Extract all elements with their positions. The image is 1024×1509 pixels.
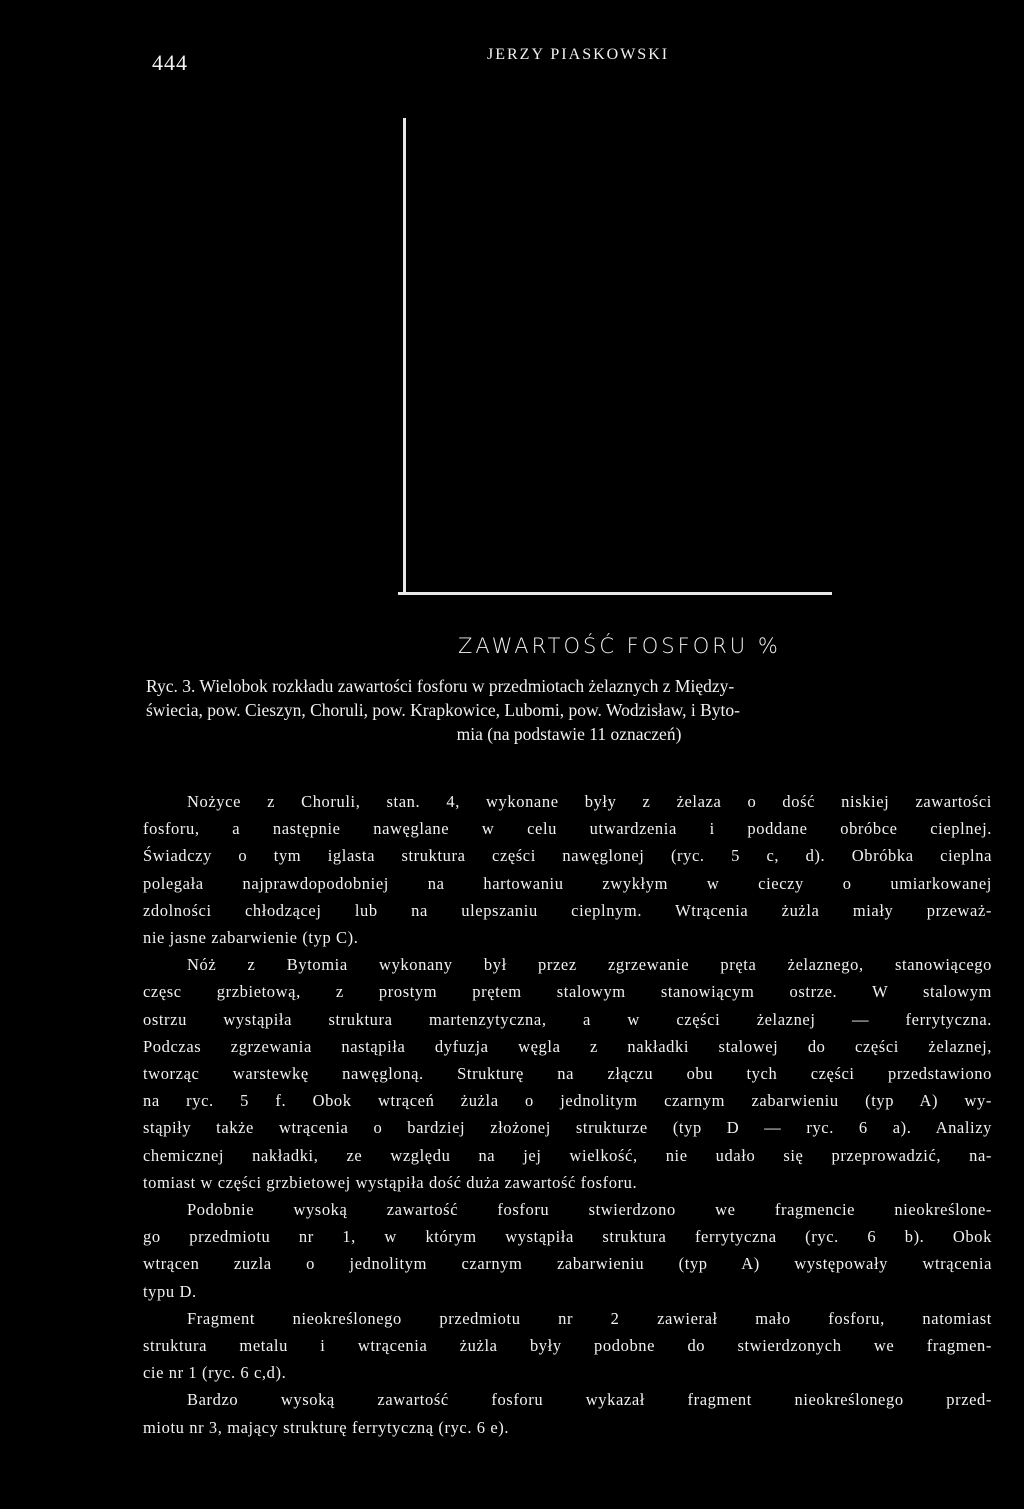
figure-polygon-chart	[398, 118, 834, 598]
text-line: zdolności chłodzącej lub na ulepszaniu cieplnym. Wtrącenia żużla miały przeważ-	[143, 900, 992, 920]
paragraph-fragment-1	[143, 1196, 992, 1305]
paragraph-fragment-2	[143, 1305, 992, 1387]
x-axis-label: ZAWARTOŚĆ FOSFORU %	[458, 634, 781, 658]
text-line: cie nr 1 (ryc. 6 c,d).	[143, 1363, 287, 1383]
text-line: Podczas zgrzewania nastąpiła dyfuzja węgla z nakładki stalowej do części żelaznej,	[143, 1036, 992, 1056]
text-line: Fragment nieokreślonego przedmiotu nr 2 zawierał mało fosforu, natomiast	[187, 1308, 992, 1328]
text-line: polegała najprawdopodobniej na hartowaniu zwykłym w cieczy o umiarkowanej	[143, 873, 992, 893]
page-number: 444	[152, 50, 188, 75]
figure-caption	[146, 674, 992, 746]
text-line: stąpiły także wtrącenia o bardziej złożonej strukturze (typ D — ryc. 6 a). Analizy	[143, 1118, 992, 1138]
text-line: wtrącen zuzla o jednolitym czarnym zabarwieniu (typ A) występowały wtrącenia	[143, 1254, 992, 1274]
text-line: nie jasne zabarwienie (typ C).	[143, 928, 359, 948]
text-line: tworząc warstewkę nawęgloną. Strukturę na złączu obu tych części przedstawiono	[143, 1064, 992, 1084]
caption-line: świecia, pow. Cieszyn, Choruli, pow. Krapkowice, Lubomi, pow. Wodzisław, i Byto-	[146, 700, 740, 720]
text-line: Bardzo wysoką zawartość fosforu wykazał fragment nieokreślonego przed-	[187, 1390, 992, 1410]
text-line: tomiast w części grzbietowej wystąpiła dość duża zawartość fosforu.	[143, 1172, 638, 1192]
text-line: chemicznej nakładki, ze względu na jej wielkość, nie udało się przeprowadzić, na-	[143, 1145, 992, 1165]
caption-line: Ryc. 3. Wielobok rozkładu zawartości fosforu w przedmiotach żelaznych z Między-	[146, 676, 735, 696]
text-line: Nóż z Bytomia wykonany był przez zgrzewanie pręta żelaznego, stanowiącego	[187, 955, 992, 975]
text-line: częsc grzbietową, z prostym prętem stalowym stanowiącym ostrze. W stalowym	[143, 982, 992, 1002]
text-line: struktura metalu i wtrącenia żużla były podobne do stwierdzonych we fragmen-	[143, 1336, 992, 1356]
text-line: na ryc. 5 f. Obok wtrąceń żużla o jednolitym czarnym zabarwieniu (typ A) wy-	[143, 1091, 992, 1111]
text-line: typu D.	[143, 1281, 197, 1301]
text-line: Świadczy o tym iglasta struktura części nawęglonej (ryc. 5 c, d). Obróbka cieplna	[143, 846, 992, 866]
paragraph-nozyce	[143, 788, 992, 951]
paragraph-fragment-3	[143, 1386, 992, 1440]
text-line: miotu nr 3, mający strukturę ferrytyczną (ryc. 6 e).	[143, 1417, 510, 1437]
text-line: go przedmiotu nr 1, w którym wystąpiła struktura ferrytyczna (ryc. 6 b). Obok	[143, 1227, 992, 1247]
text-line: Nożyce z Choruli, stan. 4, wykonane były z żelaza o dość niskiej zawartości	[187, 792, 992, 811]
text-line: fosforu, a następnie nawęglane w celu utwardzenia i poddane obróbce cieplnej.	[143, 819, 992, 839]
body-text	[143, 788, 992, 1441]
chart-y-axis	[403, 118, 406, 594]
text-line: Podobnie wysoką zawartość fosforu stwierdzono we fragmencie nieokreślone-	[187, 1200, 992, 1220]
paragraph-noz	[143, 951, 992, 1196]
caption-line: mia (na podstawie 11 oznaczeń)	[456, 724, 682, 744]
chart-x-axis	[398, 592, 832, 595]
running-head: JERZY PIASKOWSKI	[487, 46, 670, 63]
text-line: ostrzu wystąpiła struktura martenzytyczna, a w części żelaznej — ferrytyczna.	[143, 1009, 992, 1029]
